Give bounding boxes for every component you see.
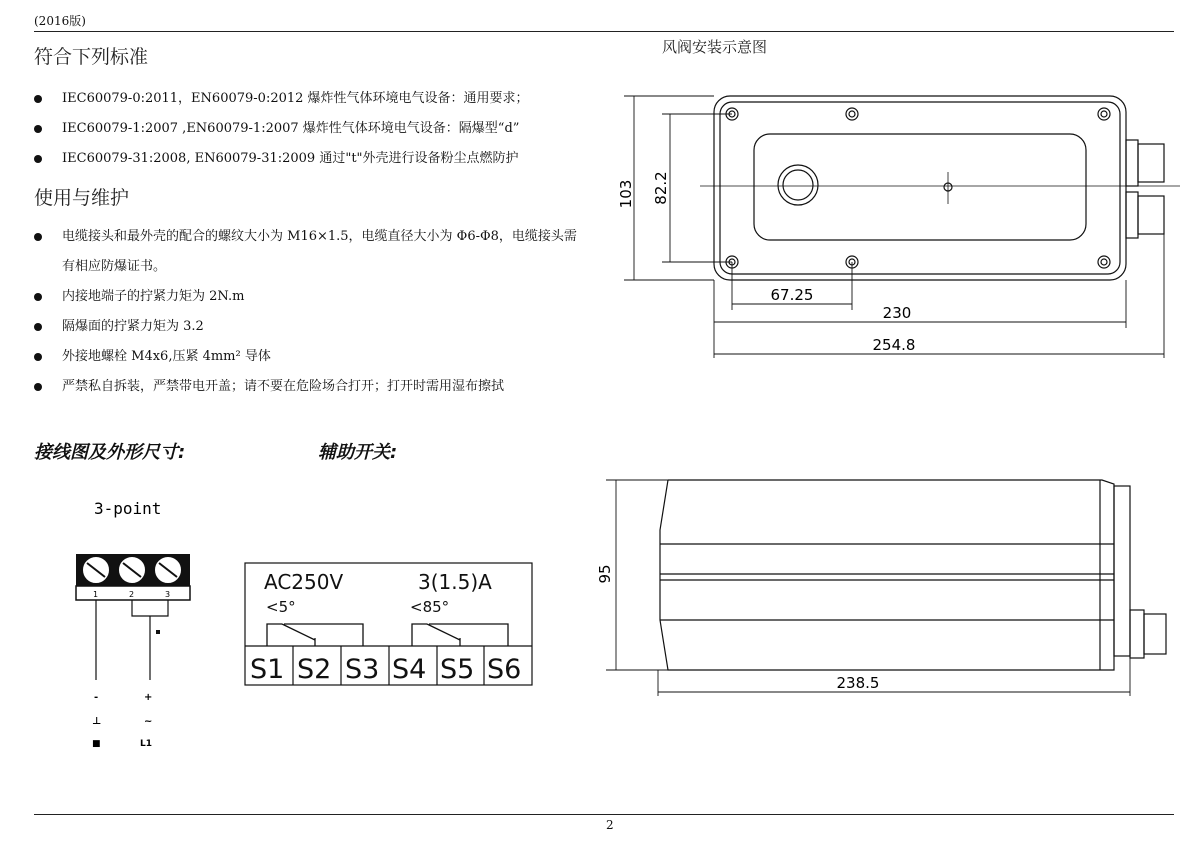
shaft bbox=[778, 165, 818, 205]
cable-gland bbox=[1126, 192, 1138, 238]
aux-switch-diagram bbox=[244, 562, 534, 688]
footer-rule bbox=[34, 814, 1174, 815]
lead-ac: ~ bbox=[144, 716, 153, 727]
aux-terminal: S2 bbox=[297, 654, 332, 685]
aux-terminal: S1 bbox=[250, 654, 285, 685]
aux-terminal: S4 bbox=[392, 654, 427, 685]
damper-top-view bbox=[600, 80, 1180, 380]
dim-side-length: 238.5 bbox=[836, 674, 880, 692]
page-number: 2 bbox=[606, 818, 614, 832]
edition-label: (2016版) bbox=[34, 14, 86, 28]
dim-side-height: 95 bbox=[596, 564, 614, 584]
wiring-label: 3-point bbox=[94, 499, 162, 518]
aux-voltage: AC250V bbox=[264, 570, 344, 594]
header-rule bbox=[34, 31, 1174, 32]
wiring-diagram bbox=[60, 490, 220, 760]
aux-angle-1: <5° bbox=[266, 598, 296, 616]
list-item: IEC60079-1:2007 ,EN60079-1:2007 爆炸性气体环境电气设备：隔爆型“d” bbox=[34, 114, 594, 144]
aux-terminal: S5 bbox=[440, 654, 475, 685]
cover-recess bbox=[754, 134, 1086, 240]
terminal-screws bbox=[82, 556, 182, 584]
standards-list bbox=[34, 84, 594, 174]
lead-neutral: ■ bbox=[92, 739, 101, 749]
aux-terminal: S6 bbox=[487, 654, 522, 685]
terminal-number: 2 bbox=[129, 590, 135, 599]
bullet-icon bbox=[34, 233, 42, 241]
bullet-icon bbox=[34, 155, 42, 163]
cable-gland-side bbox=[1130, 610, 1144, 658]
bullet-icon bbox=[34, 383, 42, 391]
terminal-number: 1 bbox=[93, 590, 99, 599]
terminal-number: 3 bbox=[165, 590, 171, 599]
dim-hole-spacing: 67.25 bbox=[770, 286, 814, 304]
dim-height-total: 103 bbox=[617, 179, 635, 209]
dim-width-total: 254.8 bbox=[872, 336, 916, 354]
damper-title: 风阀安装示意图 bbox=[662, 38, 768, 56]
maintenance-list bbox=[34, 222, 594, 402]
lead-l1: L1 bbox=[140, 739, 152, 749]
wiring-title: 接线图及外形尺寸: bbox=[34, 442, 186, 463]
bullet-icon bbox=[34, 125, 42, 133]
list-item: 电缆接头和最外壳的配合的螺纹大小为 M16×1.5，电缆直径大小为 Φ6-Φ8，电缆接头需有相应防爆证书。 bbox=[34, 222, 594, 282]
lead-ground: ⊥ bbox=[92, 716, 102, 727]
aux-switch-title: 辅助开关: bbox=[318, 442, 398, 463]
list-item: 严禁私自拆装，严禁带电开盖；请不要在危险场合打开；打开时需用湿布擦拭 bbox=[34, 372, 594, 402]
bullet-icon bbox=[34, 323, 42, 331]
damper-side-view bbox=[590, 470, 1180, 700]
section-maintenance-title: 使用与维护 bbox=[34, 187, 130, 209]
list-item: 内接地端子的拧紧力矩为 2N.m bbox=[34, 282, 594, 312]
lead-plus: + bbox=[144, 692, 153, 703]
list-item: 隔爆面的拧紧力矩为 3.2 bbox=[34, 312, 594, 342]
list-item: IEC60079-0:2011，EN60079-0:2012 爆炸性气体环境电气设备：通用要求； bbox=[34, 84, 594, 114]
bullet-icon bbox=[34, 293, 42, 301]
list-item: IEC60079-31:2008, EN60079-31:2009 通过"t"外壳进行设备粉尘点燃防护 bbox=[34, 144, 594, 174]
dim-height-holes: 82.2 bbox=[652, 171, 670, 205]
bullet-icon bbox=[34, 95, 42, 103]
aux-terminal: S3 bbox=[345, 654, 380, 685]
bullet-icon bbox=[34, 353, 42, 361]
aux-current: 3(1.5)A bbox=[418, 570, 492, 594]
dim-width-body: 230 bbox=[882, 304, 912, 322]
section-standards-title: 符合下列标准 bbox=[34, 46, 149, 68]
housing-side-outline bbox=[660, 480, 1114, 670]
housing-outline bbox=[714, 96, 1126, 280]
aux-angle-2: <85° bbox=[410, 598, 450, 616]
list-item: 外接地螺栓 M4x6,压紧 4mm² 导体 bbox=[34, 342, 594, 372]
lead-minus: - bbox=[94, 692, 99, 703]
cable-gland bbox=[1126, 140, 1138, 186]
